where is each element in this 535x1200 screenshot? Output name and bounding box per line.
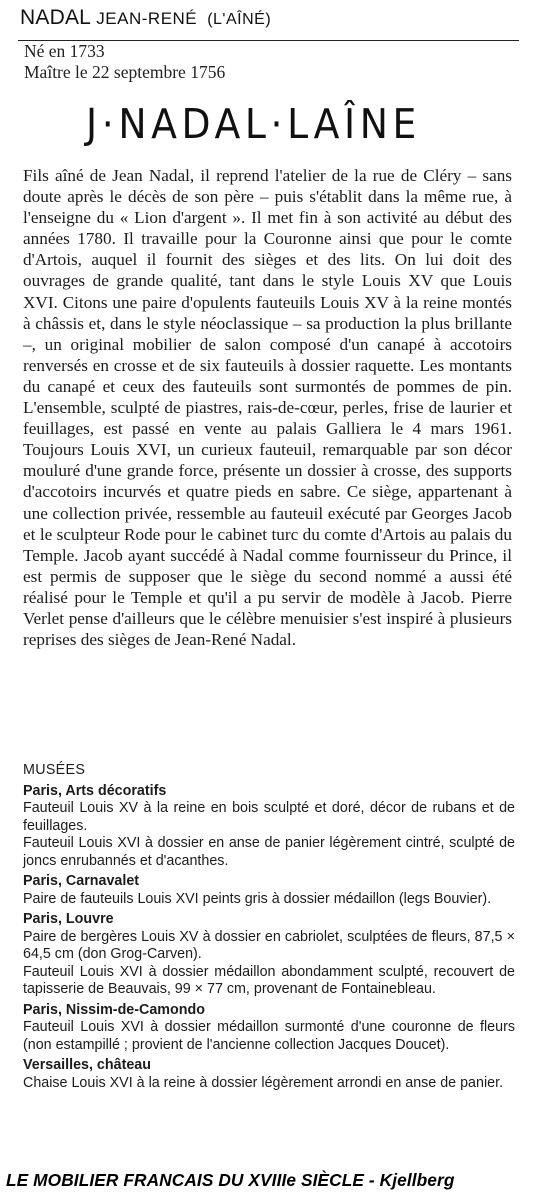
biography-text: Fils aîné de Jean Nadal, il reprend l'atelier de la rue de Cléry – sans doute après le décès de son père – puis s'établit dans la même rue, à l'enseigne du « Lion d'argent ». Il met fin à son activité au début des années 1780. Il travaille pour la Couronne ainsi que pour le comte d'Artois, auquel il fournit des sièges et des lits. On lui doit des ouvrages de grande qualité, tant dans le style Louis XV que Louis XVI. Citons une paire d'opulents fauteuils Louis XV à la reine montés à châssis et, dans le style néoclassique – sa production la plus brillante –, un original mobilier de salon composé d'un canapé à accotoirs renversés en crosse et de six fauteuils à dossier raquette. Les montants du canapé et ceux des fauteuils sont surmontés de pommes de pin. L'ensemble, sculpté de piastres, rais-de-cœur, perles, frise de laurier et feuillages, est passé en vente au palais Galliera le 4 mars 1961. Toujours Louis XVI, un curieux fauteuil, remarquable par son décor mouluré d'une grande force, présente un dossier à crosse, des supports d'accotoirs incurvés et quatre pieds en sabre. Ce siège, appartenant à une collection privée, ressemble au fauteuil exécuté par Georges Jacob et le sculpteur Rode pour le cabinet turc du comte d'Artois au palais du Temple. Jacob ayant succédé à Nadal comme fournisseur du Prince, il est permis de supposer que le siège du second nommé a aussi été réalisé pour le Temple et qu'il a pu servir de modèle à Jacob. Pierre Verlet pense d'ailleurs que le célèbre menuisier s'est inspiré à plusieurs reprises des sièges de Jean-René Nadal. xyxy=(23,166,512,650)
source-caption: LE MOBILIER FRANCAIS DU XVIIIe SIÈCLE - Kjellberg xyxy=(6,1170,455,1190)
master-date: Maître le 22 septembre 1756 xyxy=(24,62,226,82)
entry-heading xyxy=(20,6,271,30)
nickname: (L'AÎNÉ) xyxy=(207,11,272,28)
museum-entry: Fauteuil Louis XVI à dossier en anse de panier légèrement cintré, sculpté de joncs enrubannés et d'acanthes. xyxy=(23,835,515,869)
museums-section xyxy=(23,762,515,1092)
museum-entry: Paire de bergères Louis XV à dossier en cabriolet, sculptées de fleurs, 87,5 × 64,5 cm (don Grog-Carven). xyxy=(23,928,515,962)
museum-place: Paris, Arts décoratifs xyxy=(23,782,167,799)
dates-block xyxy=(24,41,225,83)
museum-place: Paris, Nissim-de-Camondo xyxy=(23,1001,205,1018)
birth-date: Né en 1733 xyxy=(24,41,105,61)
given-name: JEAN-RENÉ xyxy=(96,9,198,28)
museum-place: Paris, Louvre xyxy=(23,911,114,927)
museum-entry: Fauteuil Louis XVI à dossier médaillon surmonté d'une couronne de fleurs (non estampillé ; provient de l'ancienne collection Jacques Doucet). xyxy=(23,1019,515,1053)
museum-entry: Chaise Louis XVI à la reine à dossier légèrement arrondi en anse de panier. xyxy=(23,1074,504,1091)
museums-title: MUSÉES xyxy=(23,762,86,778)
museum-entry: Paire de fauteuils Louis XVI peints gris à dossier médaillon (legs Bouvier). xyxy=(23,890,492,907)
maker-stamp: J·NADAL·LAÎNE xyxy=(86,100,421,148)
museum-entry: Fauteuil Louis XVI à dossier médaillon abondamment sculpté, recouvert de tapisserie de Beauvais, 99 × 77 cm, provenant de Fontainebleau. xyxy=(23,963,515,997)
museum-place: Paris, Carnavalet xyxy=(23,873,140,889)
museum-entry: Fauteuil Louis XV à la reine en bois sculpté et doré, décor de rubans et de feuillages. xyxy=(23,800,515,834)
surname: NADAL xyxy=(20,6,91,29)
museum-place: Versailles, château xyxy=(23,1057,151,1073)
